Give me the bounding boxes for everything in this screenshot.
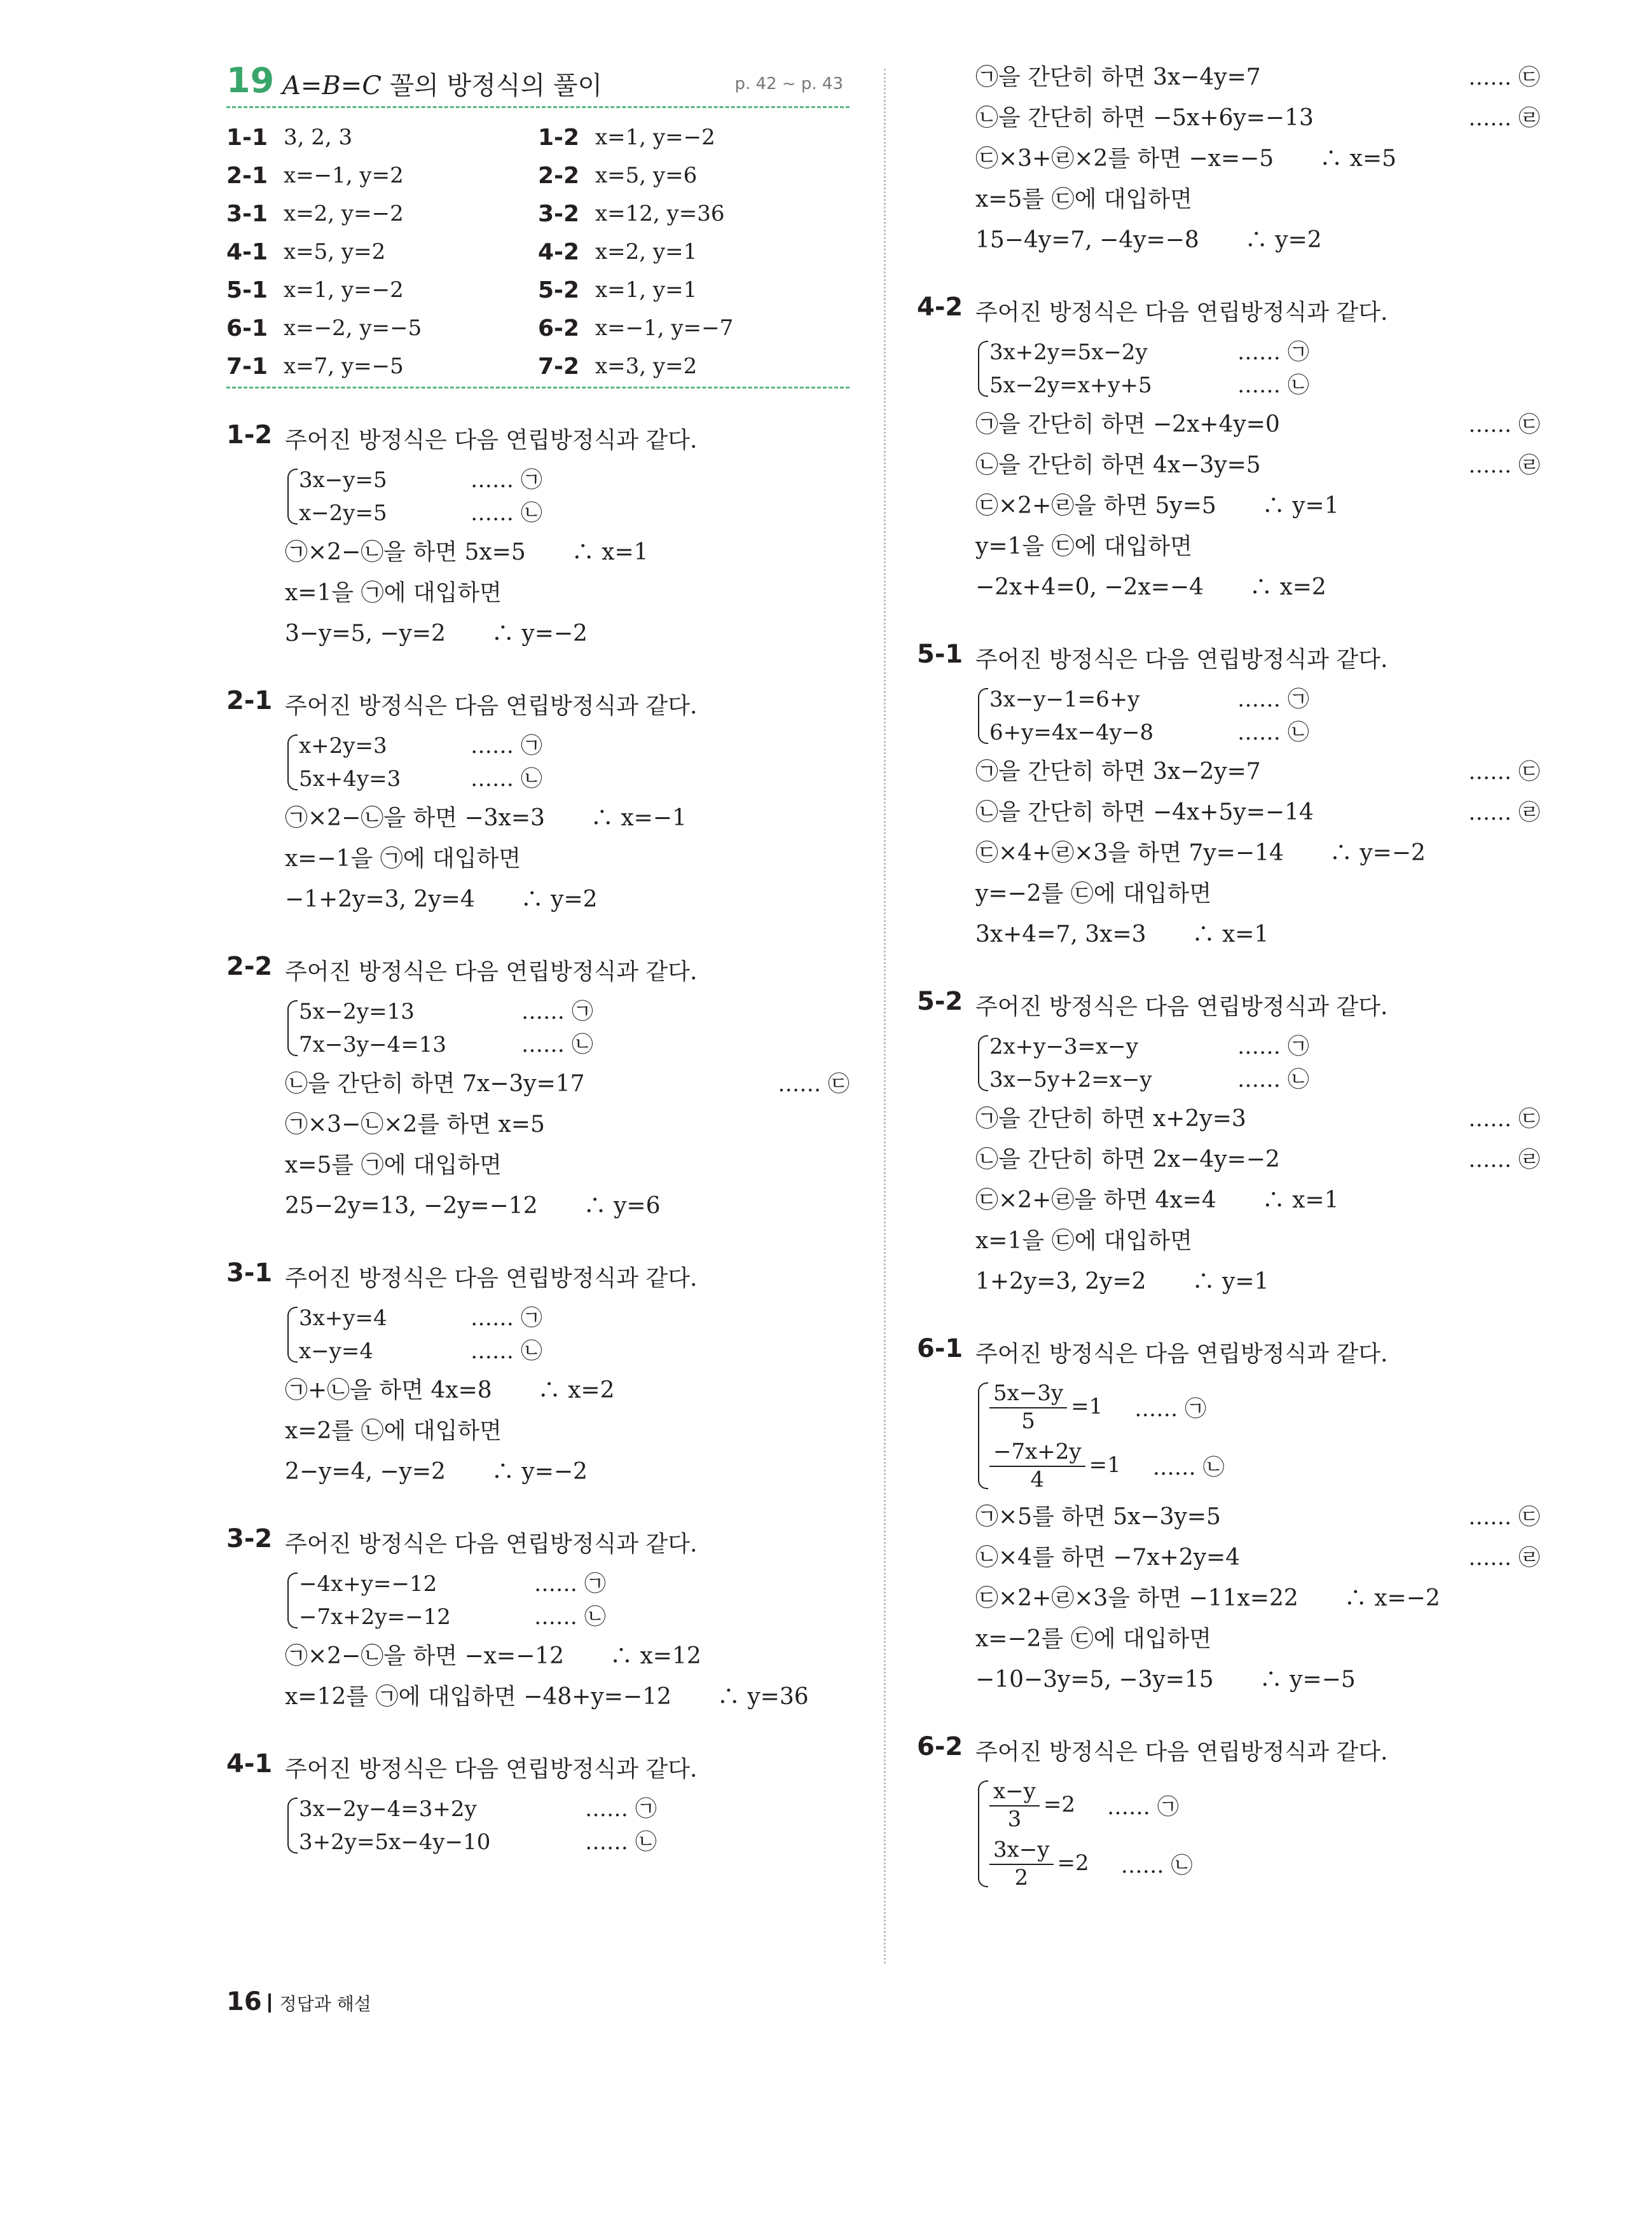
fraction: $\frac{3x-y}{2}$ (989, 1836, 1054, 1890)
solution-line: ㉠을 간단히 하면 −2x+4y=0 …… ㉢ (975, 411, 1540, 437)
intro-text: 주어진 방정식은 다음 연립방정식과 같다. (975, 994, 1388, 1020)
solution-line: ㉠을 간단히 하면 3x−4y=7 …… ㉢ (975, 64, 1540, 90)
left-column (226, 60, 850, 1861)
section-number: 19 (226, 60, 275, 100)
solution-line: 3x+4=7, 3x=3 ∴ x=1 (975, 921, 1269, 947)
answer-value: x=−2, y=−5 (284, 315, 422, 341)
answer-label: 3-1 (226, 200, 268, 227)
fraction: $\frac{5x-3y}{5}$ (989, 1379, 1067, 1434)
solution-line: ㉡을 간단히 하면 2x−4y=−2 …… ㉣ (975, 1146, 1540, 1173)
solution-line: 25−2y=13, −2y=−12 ∴ y=6 (285, 1193, 661, 1219)
page-number: 16 (226, 1987, 262, 2016)
intro-text: 주어진 방정식은 다음 연립방정식과 같다. (975, 299, 1388, 326)
answer-label: 6-2 (538, 315, 580, 341)
solution-line: x=−2를 ㉢에 대입하면 (975, 1626, 1212, 1652)
equation-system: 3x+y=4 …… ㉠ x−y=4 …… ㉡ (285, 1302, 850, 1368)
solution-line: 2−y=4, −y=2 ∴ y=−2 (285, 1459, 588, 1485)
solution-3-2 (226, 1524, 850, 1717)
solution-line: ㉠을 간단히 하면 3x−2y=7 …… ㉢ (975, 759, 1540, 785)
answer-label: 3-2 (538, 200, 580, 227)
answer-table (226, 118, 850, 385)
solution-line: ㉢×3+㉣×2를 하면 −x=−5 ∴ x=5 (975, 146, 1397, 172)
answer-value: x=12, y=36 (595, 201, 725, 226)
answer-label: 1-1 (226, 124, 268, 151)
solution-line: −1+2y=3, 2y=4 ∴ y=2 (285, 886, 598, 912)
solution-1-2 (226, 420, 850, 654)
dashed-divider (226, 106, 850, 108)
equation-system: $\frac{x-y}{3}$ =2 …… ㉠ $\frac{3x-y}{2}$ =2 …… ㉡ (975, 1775, 1540, 1892)
solution-line: ㉠을 간단히 하면 x+2y=3 …… ㉢ (975, 1106, 1540, 1132)
answer-label: 7-2 (538, 353, 580, 380)
solution-line: x=2를 ㉡에 대입하면 (285, 1418, 502, 1444)
answer-value: x=−1, y=2 (284, 163, 404, 188)
solution-line: 15−4y=7, −4y=−8 ∴ y=2 (975, 227, 1322, 253)
right-column (917, 57, 1540, 1895)
intro-text: 주어진 방정식은 다음 연립방정식과 같다. (285, 1756, 698, 1782)
solution-line: x=5를 ㉢에 대입하면 (975, 186, 1192, 212)
section-title: A=B=C 꼴의 방정식의 풀이 (282, 71, 603, 100)
intro-text: 주어진 방정식은 다음 연립방정식과 같다. (285, 1265, 698, 1291)
solution-line: x=1을 ㉢에 대입하면 (975, 1228, 1192, 1254)
answer-label: 5-2 (538, 277, 580, 303)
fraction: $\frac{x-y}{3}$ (989, 1777, 1040, 1832)
solution-line: ㉠×2−㉡을 하면 −3x=3 ∴ x=−1 (285, 805, 687, 831)
column-divider (884, 69, 886, 1964)
problem-label: 5-2 (917, 987, 963, 1016)
problem-label: 2-2 (226, 952, 273, 981)
solution-4-1 (226, 1749, 850, 1859)
solution-4-1-continued (975, 57, 1540, 261)
answer-label: 4-2 (538, 238, 580, 265)
answer-row (226, 233, 850, 271)
answer-value: x=7, y=−5 (284, 354, 404, 379)
answer-value: x=1, y=−2 (595, 125, 715, 150)
solution-3-1 (226, 1258, 850, 1492)
problem-label: 6-2 (917, 1732, 963, 1761)
dashed-divider (226, 387, 850, 389)
solution-2-1 (226, 686, 850, 920)
answer-label: 1-2 (538, 124, 580, 151)
solution-2-2 (226, 952, 850, 1227)
intro-text: 주어진 방정식은 다음 연립방정식과 같다. (285, 427, 698, 453)
solution-6-1 (917, 1334, 1540, 1700)
problem-label: 2-1 (226, 686, 273, 715)
intro-text: 주어진 방정식은 다음 연립방정식과 같다. (975, 1739, 1388, 1765)
solution-line: x=−1을 ㉠에 대입하면 (285, 846, 521, 872)
answer-row (226, 156, 850, 195)
answer-row (226, 118, 850, 156)
section-header (226, 60, 850, 105)
solution-line: ㉢×2+㉣을 하면 5y=5 ∴ y=1 (975, 493, 1339, 519)
answer-row (226, 195, 850, 233)
solution-line: ㉠×2−㉡을 하면 −x=−12 ∴ x=12 (285, 1643, 701, 1669)
solution-line: ㉡을 간단히 하면 −4x+5y=−14 …… ㉣ (975, 799, 1540, 825)
intro-text: 주어진 방정식은 다음 연립방정식과 같다. (975, 647, 1388, 673)
equation-system: 3x−y=5 …… ㉠ x−2y=5 …… ㉡ (285, 464, 850, 530)
equation-system: 2x+y−3=x−y …… ㉠ 3x−5y+2=x−y …… ㉡ (975, 1030, 1540, 1096)
fraction: $\frac{-7x+2y}{4}$ (989, 1438, 1085, 1492)
equation-system: 3x−y−1=6+y …… ㉠ 6+y=4x−4y−8 …… ㉡ (975, 683, 1540, 749)
solution-line: ㉢×2+㉣×3을 하면 −11x=22 ∴ x=−2 (975, 1585, 1440, 1611)
answer-value: x=5, y=6 (595, 163, 698, 188)
solution-line: ㉠×5를 하면 5x−3y=5 …… ㉢ (975, 1504, 1540, 1530)
problem-label: 3-1 (226, 1258, 273, 1288)
solution-line: ㉠+㉡을 하면 4x=8 ∴ x=2 (285, 1377, 615, 1403)
answer-value: x=−1, y=−7 (595, 315, 734, 341)
solution-line: ㉡을 간단히 하면 4x−3y=5 …… ㉣ (975, 452, 1540, 478)
problem-label: 3-2 (226, 1524, 273, 1553)
solution-line: −10−3y=5, −3y=15 ∴ y=−5 (975, 1667, 1356, 1693)
equation-system: x+2y=3 …… ㉠ 5x+4y=3 …… ㉡ (285, 729, 850, 795)
answer-label: 4-1 (226, 238, 268, 265)
page-range: p. 42 ~ p. 43 (734, 74, 843, 93)
equation-system: 3x+2y=5x−2y …… ㉠ 5x−2y=x+y+5 …… ㉡ (975, 336, 1540, 402)
answer-value: x=2, y=−2 (284, 201, 404, 226)
intro-text: 주어진 방정식은 다음 연립방정식과 같다. (975, 1341, 1388, 1367)
answer-row (226, 309, 850, 347)
equation-system: 3x−2y−4=3+2y …… ㉠ 3+2y=5x−4y−10 …… ㉡ (285, 1793, 850, 1859)
answer-value: 3, 2, 3 (284, 125, 353, 150)
solution-4-2 (917, 293, 1540, 608)
solution-line: −2x+4=0, −2x=−4 ∴ x=2 (975, 574, 1326, 600)
solution-6-2 (917, 1732, 1540, 1892)
solution-line: 3−y=5, −y=2 ∴ y=−2 (285, 621, 588, 647)
problem-label: 1-2 (226, 420, 273, 450)
equation-system: −4x+y=−12 …… ㉠ −7x+2y=−12 …… ㉡ (285, 1567, 850, 1634)
problem-label: 5-1 (917, 640, 963, 669)
answer-label: 7-1 (226, 353, 268, 380)
equation-system: $\frac{5x-3y}{5}$ =1 …… ㉠ $\frac{-7x+2y}{4}$ =1 …… ㉡ (975, 1377, 1540, 1494)
intro-text: 주어진 방정식은 다음 연립방정식과 같다. (285, 1531, 698, 1557)
footer-text: 정답과 해설 (279, 1993, 371, 2014)
answer-label: 2-2 (538, 162, 580, 189)
problem-label: 4-2 (917, 293, 963, 322)
problem-label: 4-1 (226, 1749, 273, 1779)
answer-value: x=1, y=1 (595, 277, 698, 303)
problem-label: 6-1 (917, 1334, 963, 1363)
solution-5-1 (917, 640, 1540, 955)
page-footer (226, 1987, 371, 2016)
solution-line: ㉡을 간단히 하면 7x−3y=17 …… ㉢ (285, 1071, 850, 1097)
solution-5-2 (917, 987, 1540, 1302)
solution-line: y=−2를 ㉢에 대입하면 (975, 881, 1212, 907)
intro-text: 주어진 방정식은 다음 연립방정식과 같다. (285, 693, 698, 719)
solution-line: x=5를 ㉠에 대입하면 (285, 1152, 502, 1178)
solution-line: ㉠×2−㉡을 하면 5x=5 ∴ x=1 (285, 539, 649, 565)
solution-line: ㉠×3−㉡×2를 하면 x=5 (285, 1112, 545, 1138)
solution-line: 1+2y=3, 2y=2 ∴ y=1 (975, 1269, 1269, 1295)
solution-line: ㉡×4를 하면 −7x+2y=4 …… ㉣ (975, 1545, 1540, 1571)
answer-value: x=2, y=1 (595, 239, 698, 265)
footer-separator (268, 1993, 271, 2013)
answer-label: 2-1 (226, 162, 268, 189)
equation-system: 5x−2y=13 …… ㉠ 7x−3y−4=13 …… ㉡ (285, 995, 850, 1061)
solution-line: x=1을 ㉠에 대입하면 (285, 580, 502, 606)
solution-line: ㉢×2+㉣을 하면 4x=4 ∴ x=1 (975, 1187, 1339, 1213)
solution-line: ㉡을 간단히 하면 −5x+6y=−13 …… ㉣ (975, 105, 1540, 131)
answer-row (226, 271, 850, 309)
answer-value: x=1, y=−2 (284, 277, 404, 303)
answer-value: x=5, y=2 (284, 239, 386, 265)
solution-line: x=12를 ㉠에 대입하면 −48+y=−12 ∴ y=36 (285, 1684, 809, 1710)
solution-line: ㉢×4+㉣×3을 하면 7y=−14 ∴ y=−2 (975, 840, 1426, 866)
answer-value: x=3, y=2 (595, 354, 698, 379)
answer-row (226, 347, 850, 385)
intro-text: 주어진 방정식은 다음 연립방정식과 같다. (285, 959, 698, 985)
answer-label: 6-1 (226, 315, 268, 341)
answer-label: 5-1 (226, 277, 268, 303)
solution-line: y=1을 ㉢에 대입하면 (975, 533, 1192, 560)
